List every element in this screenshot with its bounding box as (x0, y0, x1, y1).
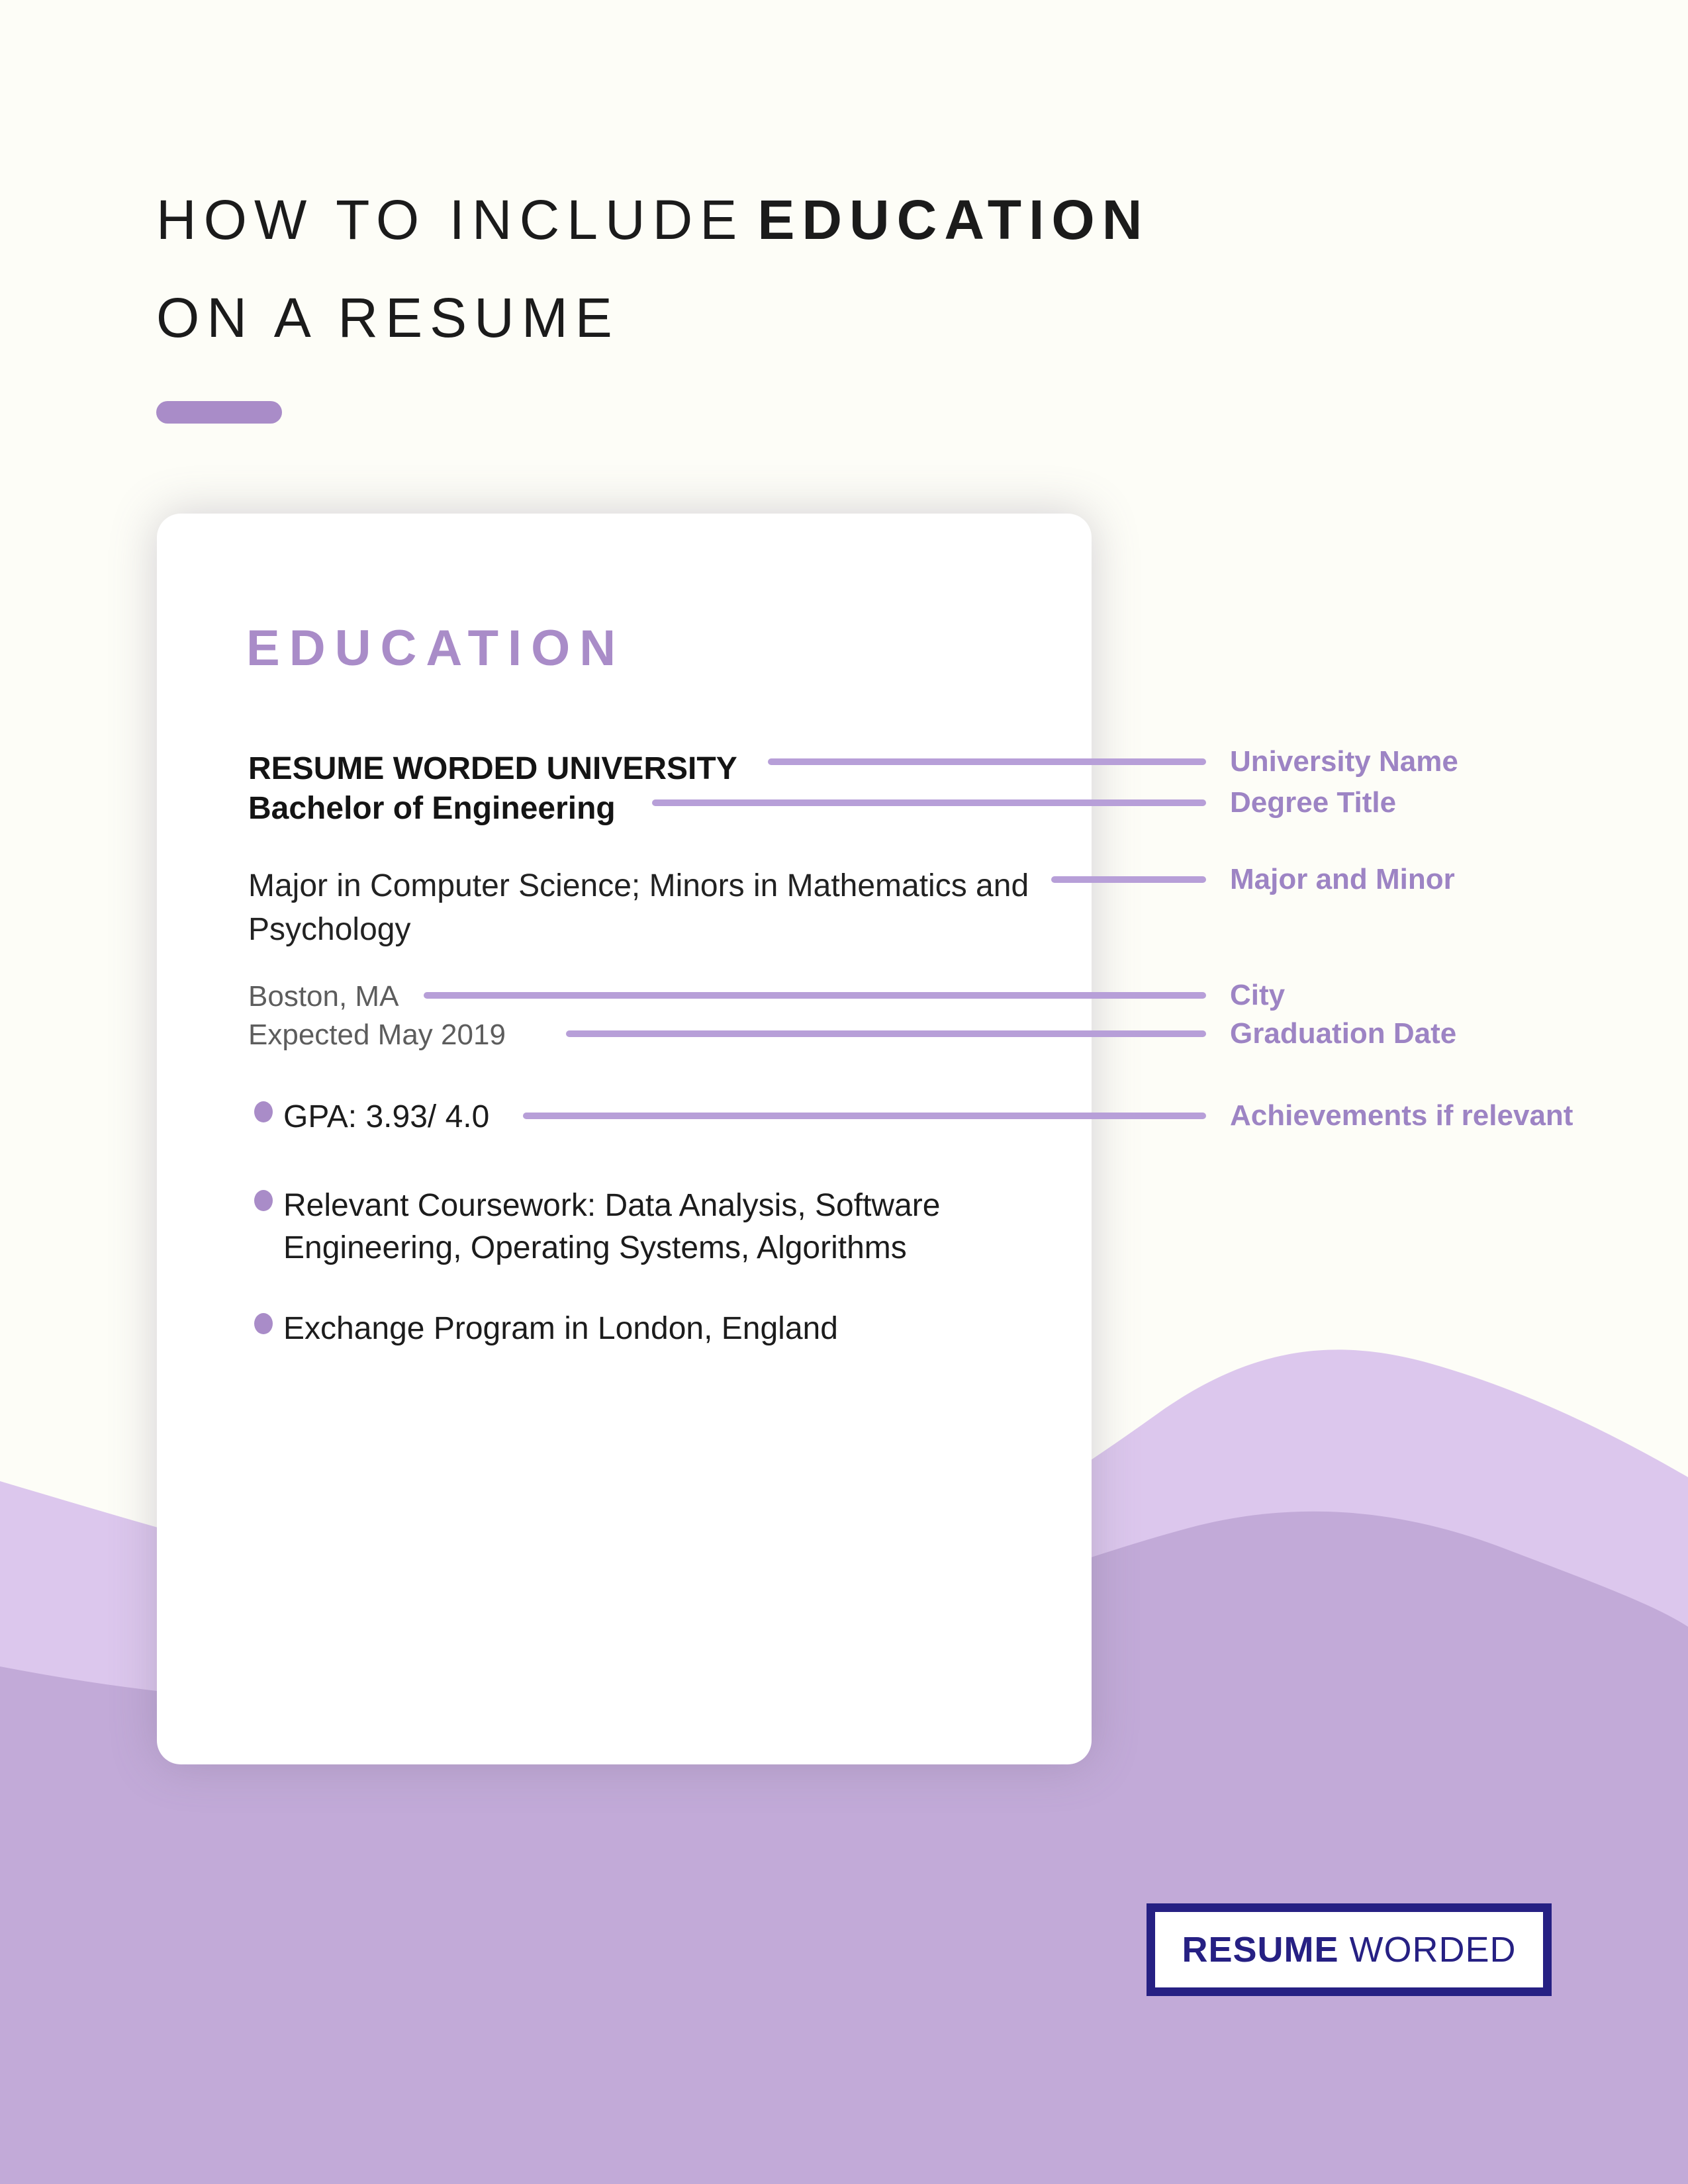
title-accent-dash (156, 401, 282, 424)
resume-worded-logo (1147, 1903, 1552, 1996)
bullet-text-exchange: Exchange Program in London, England (283, 1311, 838, 1346)
bullet-dot-icon (254, 1313, 273, 1334)
bullet-text-coursework: Relevant Coursework: Data Analysis, Software Engineering, Operating Systems, Algorithms (283, 1188, 941, 1265)
bullet-dot-icon (254, 1190, 273, 1211)
bullet-item-exchange (254, 1308, 1064, 1350)
annotation-major-minor: Major and Minor (1230, 863, 1455, 895)
connector-line-city (424, 992, 1206, 999)
annotation-university-name: University Name (1230, 745, 1458, 778)
major-minor-text: Major in Computer Science; Minors in Mathematics and Psychology (248, 868, 1029, 947)
degree-title-text: Bachelor of Engineering (248, 791, 616, 826)
university-name-text: RESUME WORDED UNIVERSITY (248, 751, 737, 786)
bullet-dot-icon (254, 1101, 273, 1122)
annotation-graduation-date: Graduation Date (1230, 1017, 1457, 1050)
city-text: Boston, MA (248, 980, 399, 1013)
graduation-date-text: Expected May 2019 (248, 1019, 506, 1051)
connector-line-major (1051, 876, 1206, 883)
page-title-regular: HOW TO INCLUDE (156, 189, 745, 251)
annotation-city: City (1230, 979, 1286, 1011)
education-section-heading: EDUCATION (246, 620, 626, 676)
connector-line-graduation (566, 1030, 1206, 1037)
annotation-achievements: Achievements if relevant (1230, 1099, 1573, 1132)
bullet-text-gpa: GPA: 3.93/ 4.0 (283, 1099, 490, 1134)
logo-text-regular: WORDED (1349, 1930, 1517, 1970)
annotation-degree-title: Degree Title (1230, 786, 1397, 819)
connector-line-university (768, 758, 1206, 765)
page-title-bold: EDUCATION (757, 189, 1150, 251)
page-title (156, 171, 1149, 367)
logo-text-bold: RESUME (1182, 1930, 1339, 1970)
page-title-line2: ON A RESUME (156, 287, 620, 349)
connector-line-degree (652, 799, 1206, 806)
resume-card (157, 514, 1092, 1764)
connector-line-achievements (523, 1113, 1206, 1119)
bullet-item-coursework (254, 1185, 1064, 1269)
